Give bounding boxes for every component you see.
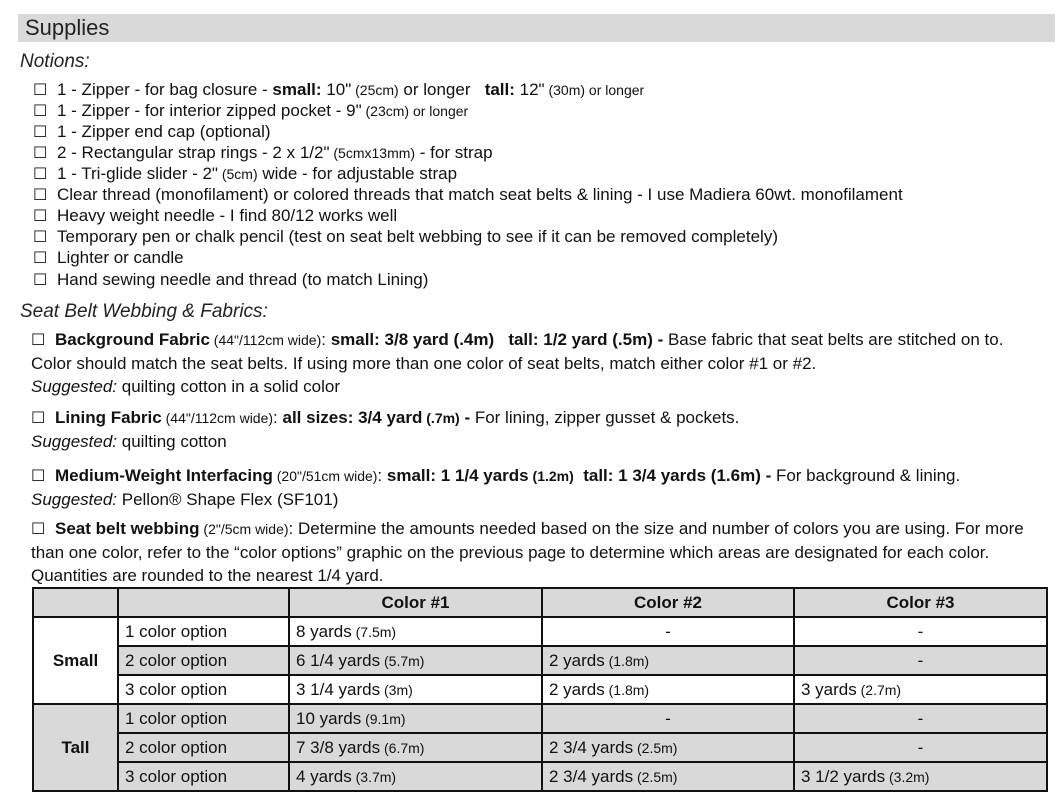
notion-item: ☐ Heavy weight needle - I find 80/12 works well (33, 206, 398, 225)
table-row: Small 1 color option 8 yards (7.5m) - - (33, 617, 1047, 646)
background-fabric-item: ☐ Background Fabric (44"/112cm wide): small: 3/8 yard (.4m) tall: 1/2 yard (.5m) - Base fabric that seat belts are stitched on to. Color should match the seat belts. If using more than one color of seat belts, match either color #1 or #2. Suggested: quilting cotton in a solid color (31, 330, 1004, 396)
checkbox-icon[interactable]: ☐ (33, 187, 48, 204)
checkbox-icon[interactable]: ☐ (33, 103, 48, 120)
checkbox-icon[interactable]: ☐ (33, 250, 48, 267)
checkbox-icon[interactable]: ☐ (33, 229, 48, 246)
notion-item: ☐ 1 - Zipper end cap (optional) (33, 122, 271, 141)
checkbox-icon[interactable]: ☐ (31, 468, 46, 485)
table-row: 3 color option 3 1/4 yards (3m) 2 yards (1.8m) 3 yards (2.7m) (33, 675, 1047, 704)
checkbox-icon[interactable]: ☐ (33, 82, 48, 99)
table-row: Tall 1 color option 10 yards (9.1m) - - (33, 704, 1047, 733)
webbing-item: ☐ Seat belt webbing (2"/5cm wide): Determine the amounts needed based on the size and number of colors you are using. For more than one color, refer to the “color options” graphic on the previous page to determine which areas are designated for each color. Quantities are rounded to the nearest 1/4 yard. (31, 519, 1024, 585)
section-header (18, 14, 1055, 42)
webbing-table (32, 587, 1048, 792)
checkbox-icon[interactable]: ☐ (33, 145, 48, 162)
checkbox-icon[interactable]: ☐ (31, 521, 46, 538)
checkbox-icon[interactable]: ☐ (33, 124, 48, 141)
notion-item: ☐ Lighter or candle (33, 248, 184, 267)
notion-item: ☐ 2 - Rectangular strap rings - 2 x 1/2" (5cmx13mm) - for strap (33, 143, 493, 162)
notions-heading: Notions: (20, 51, 90, 72)
notion-item: ☐ Clear thread (monofilament) or colored threads that match seat belts & lining - I use Madiera 60wt. monofilament (33, 185, 903, 204)
size-tall: Tall (33, 704, 118, 791)
table-row: 2 color option 7 3/8 yards (6.7m) 2 3/4 yards (2.5m) - (33, 733, 1047, 762)
header-color-1: Color #1 (289, 588, 542, 617)
notion-item: ☐ 1 - Zipper - for bag closure - small: 10" (25cm) or longer tall: 12" (30m) or longer (33, 80, 645, 99)
header-color-2: Color #2 (542, 588, 794, 617)
checkbox-icon[interactable]: ☐ (33, 166, 48, 183)
table-header-row (33, 588, 1047, 617)
table-row: 3 color option 4 yards (3.7m) 2 3/4 yards (2.5m) 3 1/2 yards (3.2m) (33, 762, 1047, 791)
header-color-3: Color #3 (794, 588, 1047, 617)
notion-item: ☐ 1 - Tri-glide slider - 2" (5cm) wide - for adjustable strap (33, 164, 458, 183)
lining-fabric-item: ☐ Lining Fabric (44"/112cm wide): all sizes: 3/4 yard (.7m) - For lining, zipper gusset & pockets. Suggested: quilting cotton (31, 408, 740, 451)
size-small: Small (33, 617, 118, 704)
checkbox-icon[interactable]: ☐ (31, 410, 46, 427)
interfacing-item: ☐ Medium-Weight Interfacing (20"/51cm wide): small: 1 1/4 yards (1.2m) tall: 1 3/4 yards (1.6m) - For background & lining. Suggested: Pellon® Shape Flex (SF101) (31, 466, 961, 509)
checkbox-icon[interactable]: ☐ (31, 332, 46, 349)
checkbox-icon[interactable]: ☐ (33, 208, 48, 225)
notion-item: ☐ Hand sewing needle and thread (to match Lining) (33, 270, 429, 289)
table-row: 2 color option 6 1/4 yards (5.7m) 2 yards (1.8m) - (33, 646, 1047, 675)
checkbox-icon[interactable]: ☐ (33, 272, 48, 289)
section-title: Supplies (25, 15, 110, 40)
notion-item: ☐ 1 - Zipper - for interior zipped pocket - 9" (23cm) or longer (33, 101, 469, 120)
fabrics-heading: Seat Belt Webbing & Fabrics: (20, 301, 268, 322)
notion-item: ☐ Temporary pen or chalk pencil (test on seat belt webbing to see if it can be removed completely) (33, 227, 778, 246)
